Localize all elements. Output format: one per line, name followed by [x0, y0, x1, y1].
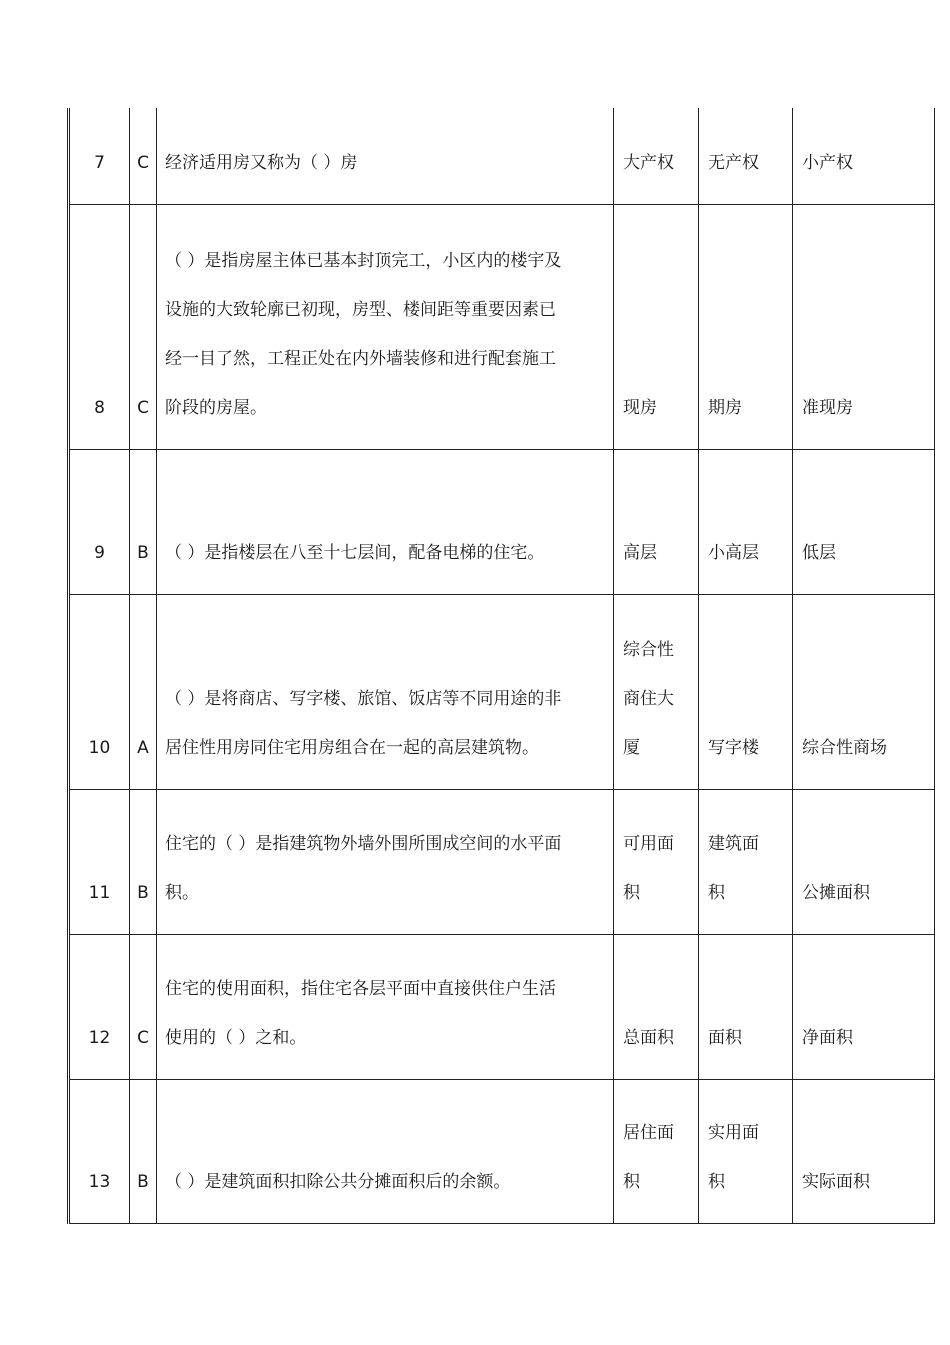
table-row [69, 789, 935, 934]
option-c: 实际面积 [802, 1171, 870, 1192]
option-a: 高层 [623, 542, 657, 563]
table-row [69, 934, 935, 1079]
question-number: 12 [69, 934, 130, 1079]
table-row [69, 594, 935, 789]
answer-key: A [130, 594, 157, 789]
answer-key: B [130, 789, 157, 934]
question-number: 13 [69, 1079, 130, 1223]
option-a: 可用面积 [623, 833, 674, 903]
question-number: 9 [69, 449, 130, 594]
option-b: 期房 [708, 397, 742, 418]
question-text: （ ）是指楼层在八至十七层间，配备电梯的住宅。 [165, 542, 545, 563]
option-a: 居住面积 [623, 1122, 674, 1192]
option-b: 写字楼 [708, 737, 759, 758]
option-c: 小产权 [802, 152, 853, 173]
question-text: 经济适用房又称为（ ）房 [165, 152, 358, 173]
question-number: 11 [69, 789, 130, 934]
table-row [69, 108, 935, 204]
answer-key: C [130, 108, 157, 204]
question-text: （ ）是指房屋主体已基本封顶完工，小区内的楼宇及设施的大致轮廓已初现，房型、楼间距等重要因素已经一目了然，工程正处在内外墙装修和进行配套施工阶段的房屋。 [165, 250, 562, 418]
answer-key: B [130, 1079, 157, 1223]
question-number: 10 [69, 594, 130, 789]
option-c: 低层 [802, 542, 836, 563]
answer-key: C [130, 934, 157, 1079]
option-a: 综合性商住大厦 [623, 639, 674, 758]
question-text: （ ）是将商店、写字楼、旅馆、饭店等不同用途的非居住性用房同住宅用房组合在一起的高层建筑物。 [165, 688, 562, 758]
option-b: 面积 [708, 1027, 742, 1048]
question-number: 7 [69, 108, 130, 204]
question-text: 住宅的使用面积，指住宅各层平面中直接供住户生活使用的（ ）之和。 [165, 978, 556, 1048]
option-b: 小高层 [708, 542, 759, 563]
answer-key: B [130, 449, 157, 594]
table-row [69, 204, 935, 449]
option-b: 实用面积 [708, 1122, 759, 1192]
option-b: 建筑面积 [708, 833, 759, 903]
option-c: 公摊面积 [802, 882, 870, 903]
answer-key: C [130, 204, 157, 449]
option-a: 现房 [623, 397, 657, 418]
question-number: 8 [69, 204, 130, 449]
quiz-table [67, 108, 935, 1224]
option-b: 无产权 [708, 152, 759, 173]
option-c: 综合性商场 [802, 737, 887, 758]
table-row [69, 1079, 935, 1223]
table-row [69, 449, 935, 594]
question-text: （ ）是建筑面积扣除公共分摊面积后的余额。 [165, 1171, 511, 1192]
option-c: 净面积 [802, 1027, 853, 1048]
option-c: 准现房 [802, 397, 853, 418]
option-a: 大产权 [623, 152, 674, 173]
option-a: 总面积 [623, 1027, 674, 1048]
question-text: 住宅的（ ）是指建筑物外墙外围所围成空间的水平面积。 [165, 833, 562, 903]
